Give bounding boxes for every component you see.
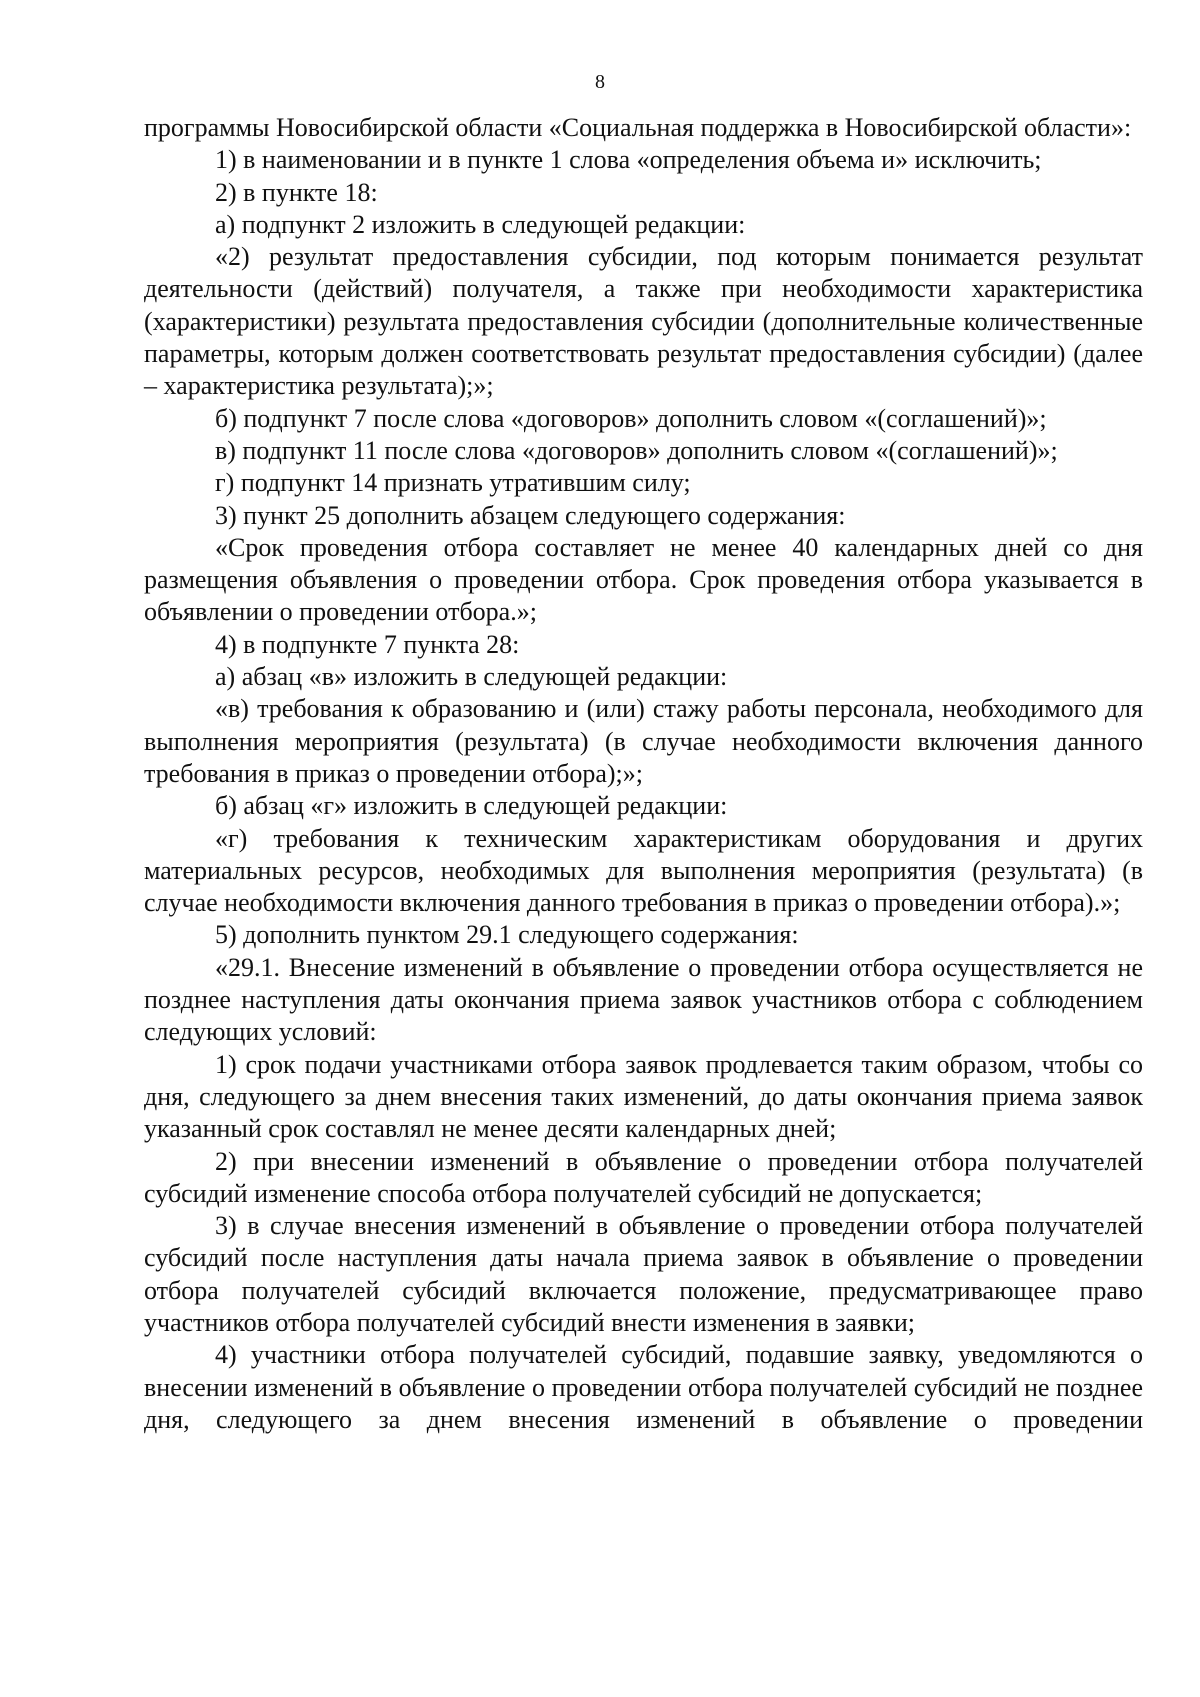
paragraph-19: 2) при внесении изменений в объявление о проведении отбора получателей субсидий изменение способа отбора получателей субсидий не допускается;: [144, 1146, 1143, 1208]
paragraph-18: 1) срок подачи участниками отбора заявок продлевается таким образом, чтобы со дня, следующего за днем внесения таких изменений, до даты окончания приема заявок указанный срок составлял не менее десяти календарных дней;: [144, 1049, 1143, 1144]
paragraph-10: «Срок проведения отбора составляет не менее 40 календарных дней со дня размещения объявления о проведении отбора. Срок проведения отбора указывается в объявлении о проведении отбора.»;: [144, 532, 1143, 627]
paragraph-3: 2) в пункте 18:: [215, 177, 378, 207]
paragraph-5: «2) результат предоставления субсидии, под которым понимается результат деятельности (действий) получателя, а также при необходимости характеристика (характеристики) результата предоставления субсидии (дополнительные количественные параметры, которым должен соответствовать результат предоставления субсидии) (далее – характеристика результата);»;: [144, 242, 1143, 401]
paragraph-21: 4) участники отбора получателей субсидий, подавшие заявку, уведомляются о внесении изменений в объявление о проведении отбора получателей субсидий не позднее дня, следующего за днем внесения изменений в объявление о проведении: [144, 1340, 1143, 1434]
paragraph-20: 3) в случае внесения изменений в объявление о проведении отбора получателей субсидий после наступления даты начала приема заявок в объявление о проведении отбора получателей субсидий включается положение, предусматривающее право участников отбора получателей субсидий внести изменения в заявки;: [144, 1211, 1143, 1337]
paragraph-9: 3) пункт 25 дополнить абзацем следующего содержания:: [215, 500, 846, 530]
page-number: 8: [595, 71, 605, 93]
paragraph-1: программы Новосибирской области «Социальная поддержка в Новосибирской области»:: [144, 113, 1132, 142]
paragraph-14: б) абзац «г» изложить в следующей редакции:: [215, 791, 728, 821]
paragraph-4: а) подпункт 2 изложить в следующей редакции:: [215, 209, 746, 239]
paragraph-11: 4) в подпункте 7 пункта 28:: [215, 629, 520, 659]
document-body: [144, 112, 1143, 1436]
paragraph-12: а) абзац «в» изложить в следующей редакции:: [215, 662, 728, 692]
paragraph-16: 5) дополнить пунктом 29.1 следующего содержания:: [215, 920, 799, 950]
paragraph-7: в) подпункт 11 после слова «договоров» дополнить словом «(соглашений)»;: [215, 435, 1058, 465]
paragraph-17: «29.1. Внесение изменений в объявление о проведении отбора осуществляется не позднее наступления даты окончания приема заявок участников отбора с соблюдением следующих условий:: [144, 952, 1143, 1047]
paragraph-13: «в) требования к образованию и (или) стажу работы персонала, необходимого для выполнения мероприятия (результата) (в случае необходимости включения данного требования в приказ о проведении отбора);»;: [144, 694, 1143, 788]
paragraph-8: г) подпункт 14 признать утратившим силу;: [215, 468, 691, 498]
paragraph-6: б) подпункт 7 после слова «договоров» дополнить словом «(соглашений)»;: [215, 403, 1047, 433]
paragraph-15: «г) требования к техническим характеристикам оборудования и других материальных ресурсов, необходимых для выполнения мероприятия (результата) (в случае необходимости включения данного требования в приказ о проведении отбора).»;: [144, 823, 1143, 918]
paragraph-2: 1) в наименовании и в пункте 1 слова «определения объема и» исключить;: [215, 145, 1042, 175]
